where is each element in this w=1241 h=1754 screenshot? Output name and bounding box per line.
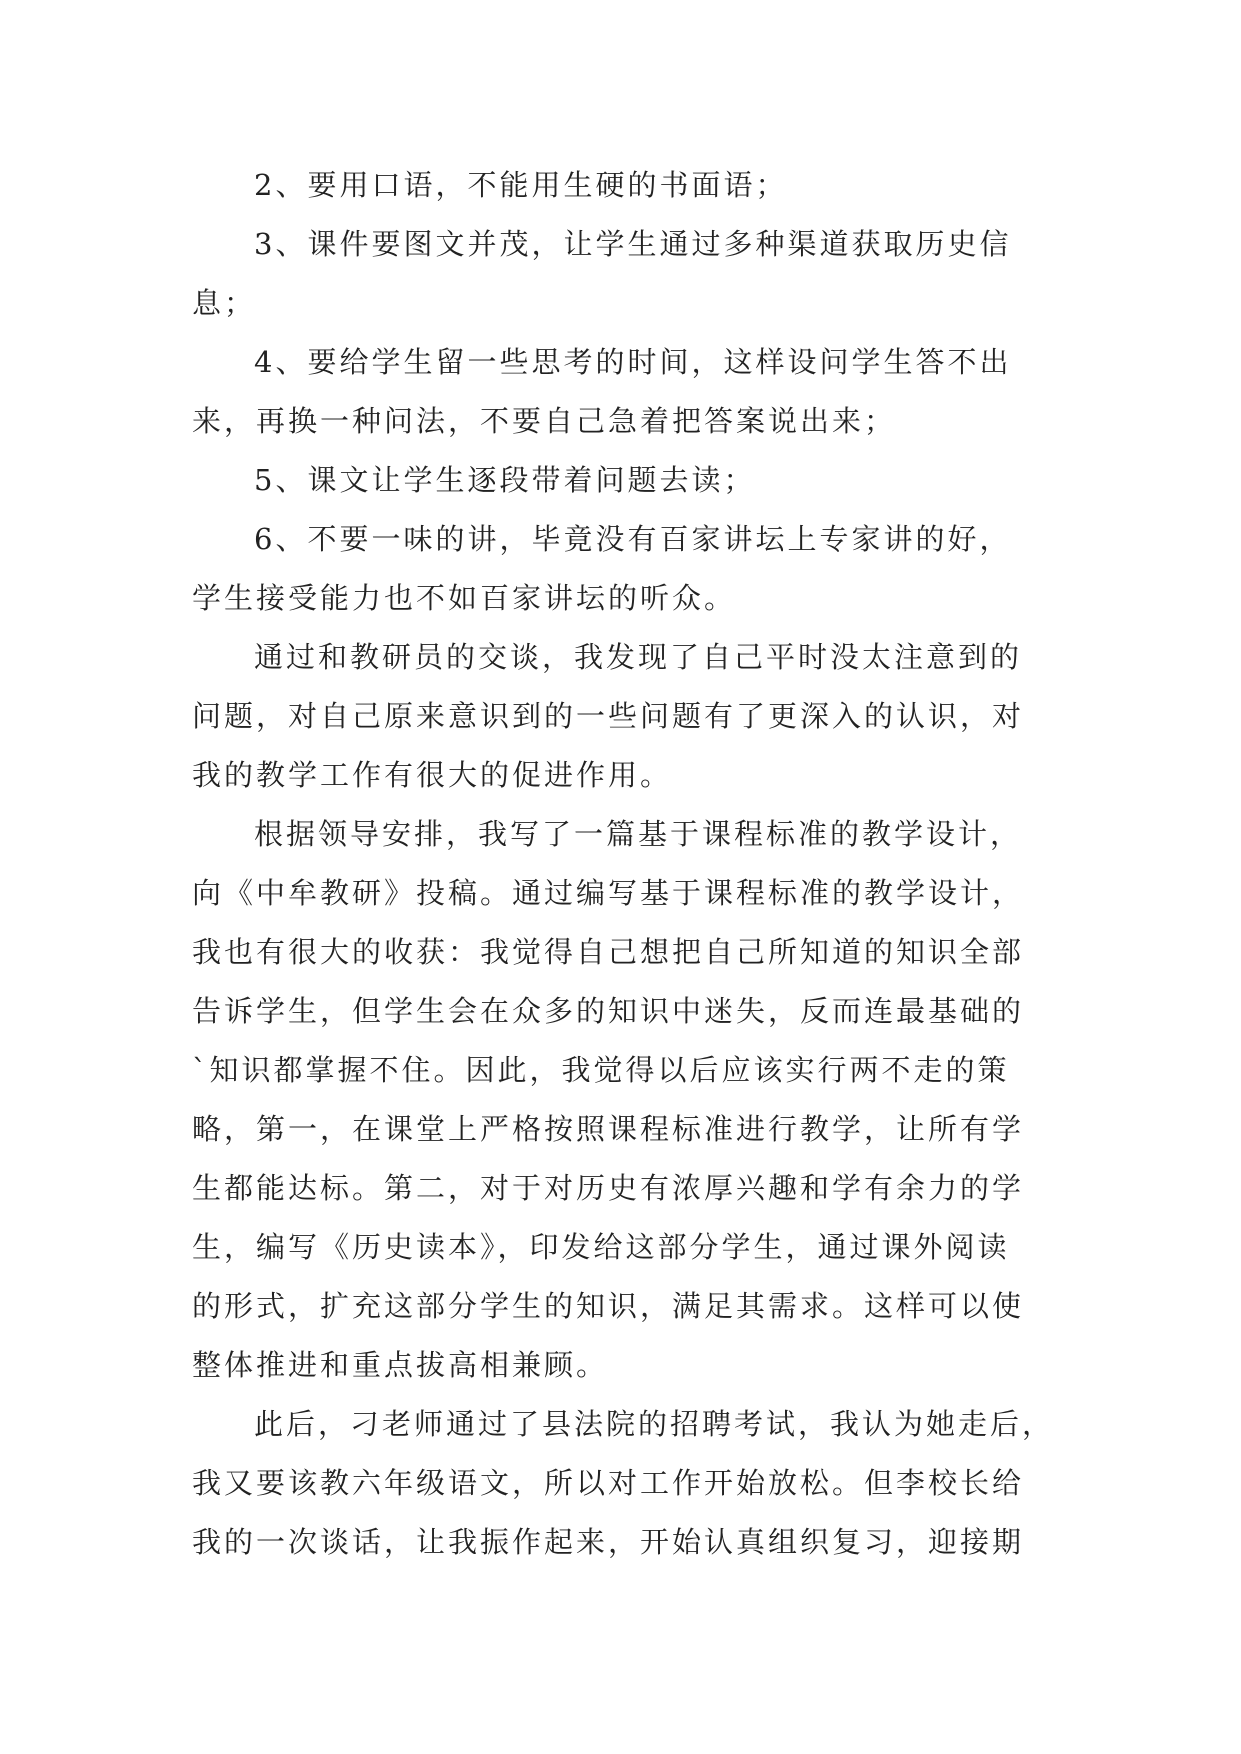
text-line: 问题，对自己原来意识到的一些问题有了更深入的认识，对 [192,699,1025,733]
text-line: 通过和教研员的交谈，我发现了自己平时没太注意到的 [254,640,1023,674]
text-line: 我也有很大的收获：我觉得自己想把自己所知道的知识全部 [192,935,1025,969]
text-line: 整体推进和重点拔高相兼顾。 [192,1348,609,1382]
text-line: 此后，刁老师通过了县法院的招聘考试，我认为她走后， [254,1407,1055,1441]
text-line: 息； [192,286,257,320]
text-line: 向《中牟教研》投稿。通过编写基于课程标准的教学设计， [192,876,1025,910]
text-line: 生都能达标。第二，对于对历史有浓厚兴趣和学有余力的学 [192,1171,1025,1205]
text-line: 略，第一，在课堂上严格按照课程标准进行教学，让所有学 [192,1112,1025,1146]
text-line: 生，编写《历史读本》，印发给这部分学生，通过课外阅读 [192,1230,1010,1264]
text-line: 我的教学工作有很大的促进作用。 [192,758,673,792]
text-line: 告诉学生，但学生会在众多的知识中迷失，反而连最基础的 [192,994,1025,1028]
text-line: 的形式，扩充这部分学生的知识，满足其需求。这样可以使 [192,1289,1025,1323]
text-line: 根据领导安排，我写了一篇基于课程标准的教学设计， [254,817,1023,851]
text-line: 3、课件要图文并茂，让学生通过多种渠道获取历史信 [254,227,1012,261]
text-line: 4、要给学生留一些思考的时间，这样设问学生答不出 [254,345,1012,379]
text-line: `知识都掌握不住。因此，我觉得以后应该实行两不走的策 [192,1053,1010,1087]
text-line: 来，再换一种问法，不要自己急着把答案说出来； [192,404,897,438]
text-line: 6、不要一味的讲，毕竟没有百家讲坛上专家讲的好， [254,522,1012,556]
document-body [192,156,1055,1572]
text-line: 2、要用口语，不能用生硬的书面语； [254,168,788,202]
text-line: 我的一次谈话，让我振作起来，开始认真组织复习，迎接期 [192,1525,1025,1559]
text-line: 学生接受能力也不如百家讲坛的听众。 [192,581,737,615]
text-line: 5、课文让学生逐段带着问题去读； [254,463,756,497]
text-line: 我又要该教六年级语文，所以对工作开始放松。但李校长给 [192,1466,1025,1500]
